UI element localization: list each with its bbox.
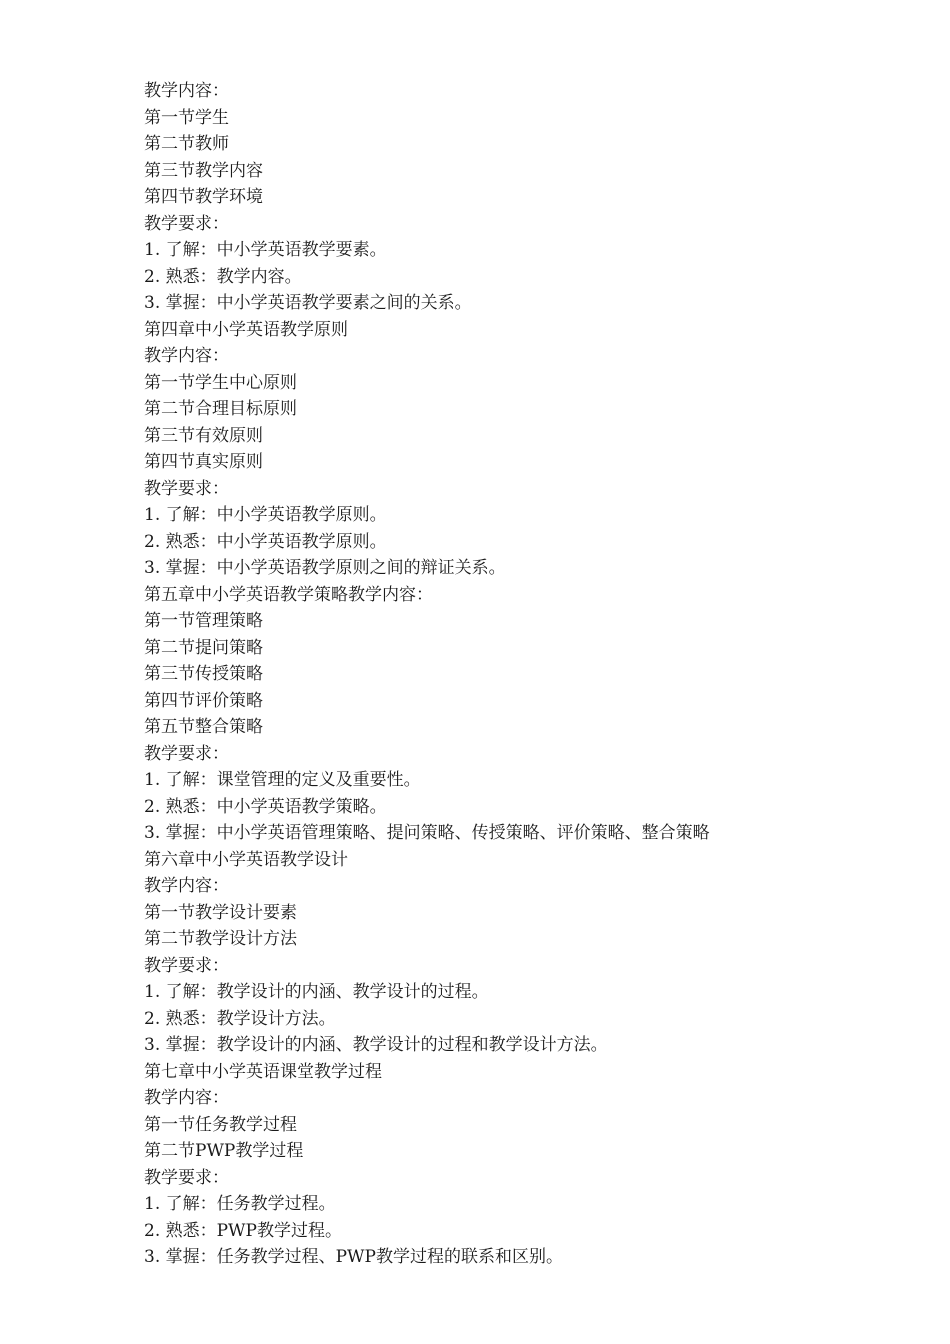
text-line: 第四节评价策略: [144, 690, 263, 711]
text-line: 第二节教学设计方法: [144, 929, 297, 949]
list-item: 2. 熟悉：PWP教学过程。: [144, 1220, 342, 1241]
text-line: 第二节教师: [144, 134, 229, 154]
chapter-heading: 第七章中小学英语课堂教学过程: [144, 1061, 382, 1082]
text-line: 第三节有效原则: [144, 425, 263, 446]
text-line: 教学要求：: [144, 955, 229, 976]
chapter-heading: 第四章中小学英语教学原则: [144, 319, 348, 340]
chapter-heading: 第五章中小学英语教学策略教学内容：: [144, 584, 433, 605]
text-line: 教学要求：: [144, 1167, 229, 1188]
text-line: 教学内容：: [144, 346, 229, 366]
text-line: 第四节教学环境: [144, 187, 263, 207]
text-line: 第三节教学内容: [144, 160, 263, 181]
text-line: 教学要求：: [144, 213, 229, 234]
list-item: 2. 熟悉：中小学英语教学原则。: [144, 531, 387, 552]
list-item: 3. 掌握：中小学英语管理策略、提问策略、传授策略、评价策略、整合策略: [144, 823, 710, 843]
text-line: 教学要求：: [144, 478, 229, 499]
list-item: 3. 掌握：中小学英语教学要素之间的关系。: [144, 293, 472, 313]
list-item: 2. 熟悉：教学设计方法。: [144, 1008, 336, 1029]
text-line: 第二节提问策略: [144, 637, 263, 658]
text-line: 第一节任务教学过程: [144, 1114, 297, 1135]
text-line: 教学内容：: [144, 81, 229, 101]
list-item: 2. 熟悉：中小学英语教学策略。: [144, 796, 387, 817]
list-item: 1. 了解：任务教学过程。: [144, 1194, 336, 1214]
list-item: 3. 掌握：任务教学过程、PWP教学过程的联系和区别。: [144, 1247, 563, 1267]
text-line: 第一节管理策略: [144, 611, 263, 631]
text-line: 第二节合理目标原则: [144, 399, 297, 419]
text-line: 教学要求：: [144, 743, 229, 764]
list-item: 1. 了解：中小学英语教学原则。: [144, 505, 387, 525]
list-item: 3. 掌握：中小学英语教学原则之间的辩证关系。: [144, 558, 506, 578]
text-line: 第二节PWP教学过程: [144, 1141, 304, 1161]
text-line: 第四节真实原则: [144, 452, 263, 472]
list-item: 3. 掌握：教学设计的内涵、教学设计的过程和教学设计方法。: [144, 1035, 608, 1055]
text-line: 第三节传授策略: [144, 664, 263, 684]
text-line: 第一节教学设计要素: [144, 902, 297, 923]
text-line: 第一节学生中心原则: [144, 372, 297, 393]
text-line: 教学内容：: [144, 876, 229, 896]
list-item: 1. 了解：课堂管理的定义及重要性。: [144, 770, 421, 790]
list-item: 2. 熟悉：教学内容。: [144, 266, 302, 287]
list-item: 1. 了解：中小学英语教学要素。: [144, 240, 387, 260]
chapter-heading: 第六章中小学英语教学设计: [144, 849, 348, 870]
list-item: 1. 了解：教学设计的内涵、教学设计的过程。: [144, 982, 489, 1002]
text-line: 第一节学生: [144, 107, 229, 128]
text-line: 第五节整合策略: [144, 717, 263, 737]
text-line: 教学内容：: [144, 1088, 229, 1108]
document-page: [144, 78, 864, 1271]
